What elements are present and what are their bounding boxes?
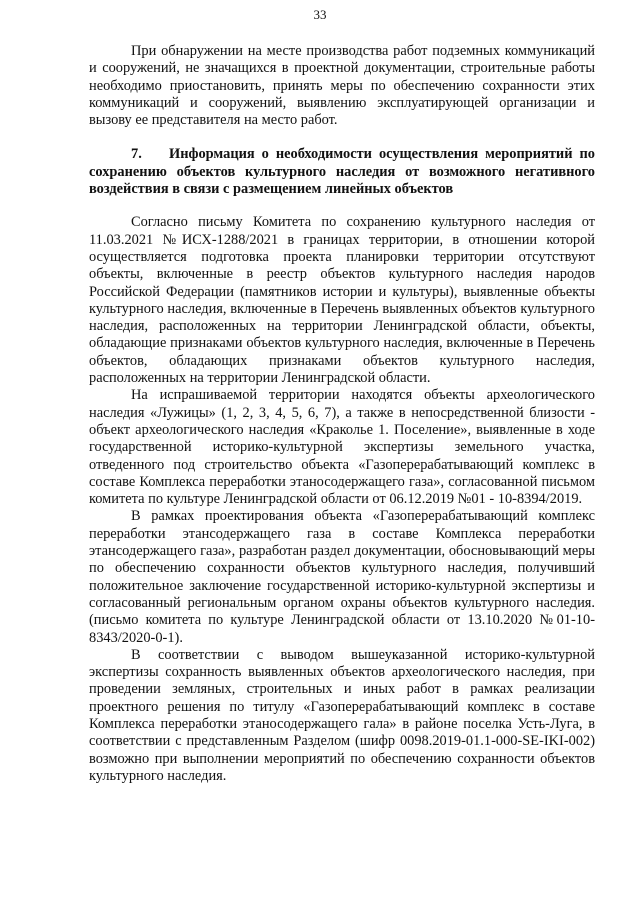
section-title: Информация о необходимости осуществления мероприятий по сохранению объектов культурного наследия от возможного негативного воздействия в связи с размещением линейных объектов bbox=[89, 146, 595, 198]
paragraph-archaeological-objects: На испрашиваемой территории находятся объекты археологического наследия «Лужицы» (1, 2, 3, 4, 5, 6, 7), а также в непосредственной близости - объект археологического наследия «Краколье 1. Поселение», выявленные в ходе государственной историко-культурной экспертизы земельного участка, отведенного под строительство объекта «Газоперерабатывающий комплекс в составе Комплекса переработки этаносодержащего газа», согласованной письмом комитета по культуре Ленинградской области от 06.12.2019 №01 - 10-8394/2019. bbox=[89, 387, 595, 508]
paragraph-design-section: В рамках проектирования объекта «Газоперерабатывающий комплекс переработки этансодержащего газа в составе Комплекса переработки этансодержащего газа», разработан раздел документации, обосновывающий меры по обеспечению сохранности объектов культурного наследия, получивший положительное заключение государственной историко-культурной экспертизы и согласованный региональным органом охраны объектов культурного наследия. (письмо комитета по культуре Ленинградской области от 13.10.2020 №01-10-8343/2020-0-1). bbox=[89, 508, 595, 646]
paragraph-intro: При обнаружении на месте производства работ подземных коммуникаций и сооружений, не значащихся в проектной документации, строительные работы необходимо приостановить, принять меры по обеспечению сохранности этих коммуникаций и сооружений, выявлению эксплуатирующей организации и вызову ее представителя на место работ. bbox=[89, 43, 595, 129]
paragraph-expertise-conclusion: В соответствии с выводом вышеуказанной историко-культурной экспертизы сохранность выявленных объектов археологического наследия, при проведении земляных, строительных и иных работ в рамках реализации проектного решения по титулу «Газоперерабатывающий комплекс в составе Комплекса переработки этаносодержащего гала» в районе поселка Усть-Луга, в соответствии с представленным Разделом (шифр 0098.2019-01.1-000-SE-IKI-002) возможно при выполнении мероприятий по обеспечению сохранности объектов культурного наследия. bbox=[89, 646, 595, 784]
section-heading bbox=[89, 146, 595, 198]
section-number: 7. bbox=[131, 146, 142, 163]
page-number: 33 bbox=[313, 7, 327, 22]
paragraph-heritage-letter: Согласно письму Комитета по сохранению культурного наследия от 11.03.2021 №ИСХ-1288/2021 в границах территории, в отношении которой осуществляется подготовка проекта планировки территории отсутствуют объекты, включенные в реестр объектов культурного наследия народов Российской Федерации (памятников истории и культуры), выявленные объекты культурного наследия, включенные в Перечень выявленных объектов культурного наследия, расположенных на территории Ленинградской области, объекты, обладающие признаками объектов культурного наследия, включенные в Перечень объектов, обладающих признаками объектов культурного наследия, расположенных на территории Ленинградской области. bbox=[89, 214, 595, 387]
page-content bbox=[89, 43, 595, 785]
